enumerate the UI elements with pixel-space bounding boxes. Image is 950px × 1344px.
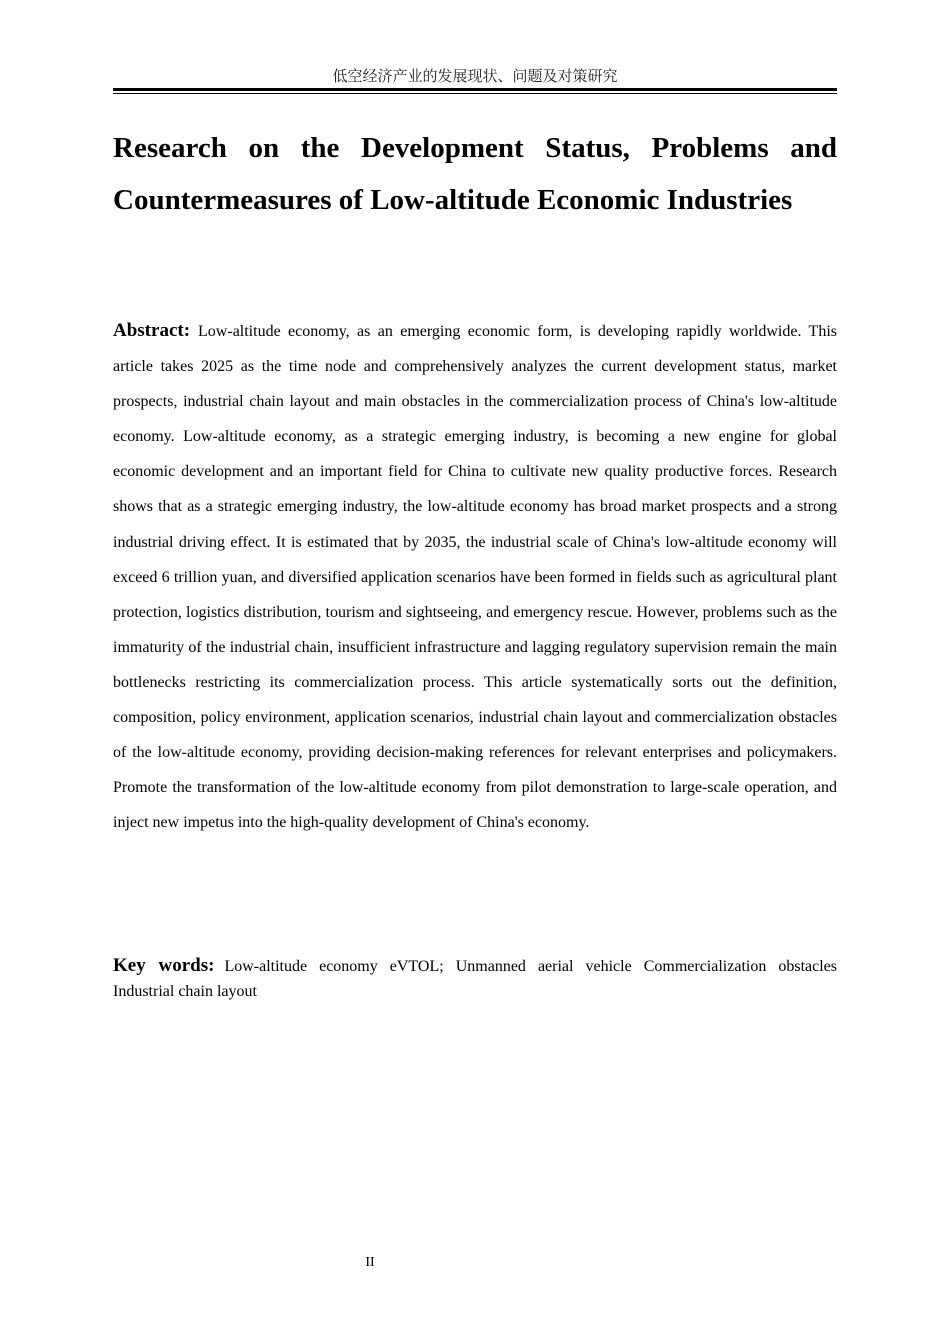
- paper-title: Research on the Development Status, Problems and Countermeasures of Low-altitude Economic Industries: [113, 132, 837, 216]
- abstract-section: [113, 313, 837, 840]
- keywords-text: Low-altitude economy eVTOL; Unmanned aerial vehicle Commercialization obstacles Industrial chain layout: [113, 958, 837, 1000]
- running-header: 低空经济产业的发展现状、问题及对策研究: [332, 67, 618, 85]
- page-number: II: [365, 1255, 375, 1270]
- abstract-label: Abstract:: [113, 320, 191, 341]
- header-rule-thin: [113, 93, 837, 94]
- keywords-label: Key words:: [113, 955, 215, 976]
- header-rule-thick: [113, 88, 837, 91]
- abstract-text: Low-altitude economy, as an emerging economic form, is developing rapidly worldwide. This article takes 2025 as the time node and comprehensively analyzes the current development status, market prospects, industrial chain layout and main obstacles in the commercialization process of China's low-altitude economy. Low-altitude economy, as a strategic emerging industry, is becoming a new engine for global economic development and an important field for China to cultivate new quality productive forces. Research shows that as a strategic emerging industry, the low-altitude economy has broad market prospects and a strong industrial driving effect. It is estimated that by 2035, the industrial scale of China's low-altitude economy will exceed 6 trillion yuan, and diversified application scenarios have been formed in fields such as agricultural plant protection, logistics distribution, tourism and sightseeing, and emergency rescue. However, problems such as the immaturity of the industrial chain, insufficient infrastructure and lagging regulatory supervision remain the main bottlenecks restricting its commercialization process. This article systematically sorts out the definition, composition, policy environment, application scenarios, industrial chain layout and commercialization obstacles of the low-altitude economy, providing decision-making references for relevant enterprises and policymakers. Promote the transformation of the low-altitude economy from pilot demonstration to large-scale operation, and inject new impetus into the high-quality development of China's economy.: [113, 323, 837, 832]
- keywords-section: [113, 953, 837, 1004]
